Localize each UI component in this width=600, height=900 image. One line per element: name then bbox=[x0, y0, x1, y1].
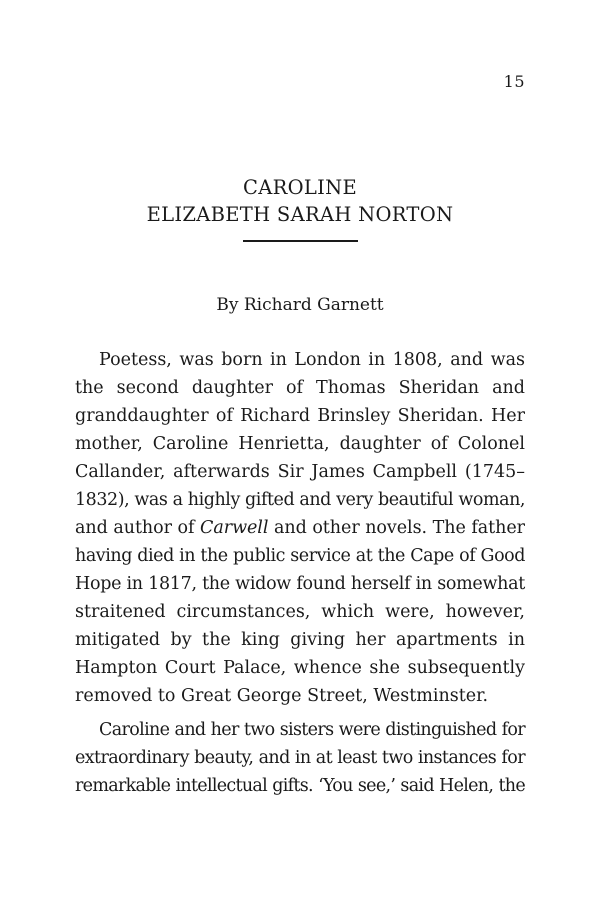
paragraph-1 bbox=[75, 346, 525, 710]
title-line-2: ELIZABETH SARAH NORTON bbox=[146, 203, 454, 226]
text-line: removed to Great George Street, Westminster. bbox=[75, 686, 489, 706]
text-line: having died in the public service at the Cape of Good bbox=[75, 546, 525, 566]
text-line: straitened circumstances, which were, however, bbox=[75, 602, 525, 622]
text-line: Poetess, was born in London in 1808, and was bbox=[99, 350, 525, 370]
text-line: 1832), was a highly gifted and very beautiful woman, bbox=[75, 490, 525, 510]
text-line: Hampton Court Palace, whence she subsequently bbox=[75, 658, 525, 678]
text-line bbox=[75, 514, 525, 542]
page-number: 15 bbox=[503, 72, 525, 91]
title-line-1: CAROLINE bbox=[242, 176, 358, 199]
chapter-title bbox=[0, 174, 600, 242]
title-divider-rule bbox=[243, 240, 358, 242]
text-segment: and author of bbox=[75, 518, 201, 538]
text-line: mother, Caroline Henrietta, daughter of Colonel bbox=[75, 434, 525, 454]
text-line: Hope in 1817, the widow found herself in somewhat bbox=[75, 574, 525, 594]
text-line: granddaughter of Richard Brinsley Sheridan. Her bbox=[75, 406, 525, 426]
book-title-carwell: Carwell bbox=[200, 518, 269, 538]
paragraph-2 bbox=[75, 716, 525, 800]
body-text bbox=[75, 346, 525, 800]
text-line: the second daughter of Thomas Sheridan and bbox=[75, 378, 525, 398]
text-line: remarkable intellectual gifts. ‘You see,’ said Helen, the bbox=[75, 776, 525, 796]
author-byline: By Richard Garnett bbox=[216, 295, 384, 315]
text-line: extraordinary beauty, and in at least two instances for bbox=[75, 748, 525, 768]
text-line: mitigated by the king giving her apartments in bbox=[75, 630, 525, 650]
text-segment: and other novels. The father bbox=[268, 518, 525, 538]
text-line: Callander, afterwards Sir James Campbell (1745– bbox=[75, 462, 525, 482]
text-line: Caroline and her two sisters were distinguished for bbox=[99, 720, 525, 740]
